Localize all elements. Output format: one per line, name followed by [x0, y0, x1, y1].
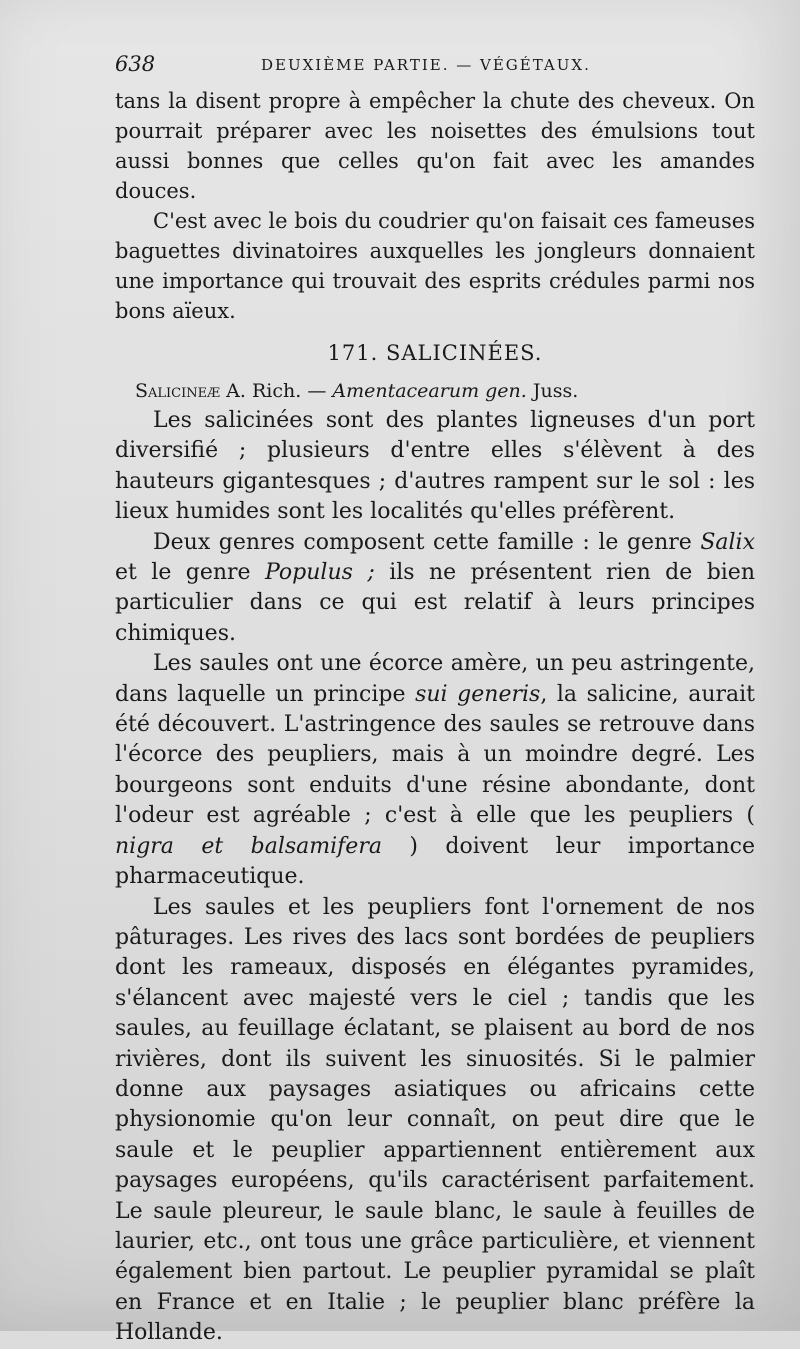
page-body — [115, 86, 755, 1349]
page-number: 638 — [115, 52, 156, 76]
genres-text-b: et le genre — [115, 560, 266, 586]
saules-text-b: , la salicine, aurait été découvert. L'astringence des saules se retrouve dans l'écorce des peupliers, mais à un moindre degré. Les bourgeons sont enduits d'une résine abondante, dont l'odeur est agréable ; c'est à elle que les peupliers ( — [115, 681, 756, 829]
running-title: DEUXIÈME PARTIE. — VÉGÉTAUX. — [261, 56, 591, 74]
saules-text-a: Les saules ont une écorce amère, un peu astringente, dans laquelle un principe — [115, 651, 755, 707]
sui-generis: sui generis — [415, 681, 541, 707]
nigra-balsamifera: nigra et balsamifera — [115, 833, 382, 859]
synonymy-author-juss: Juss. — [526, 380, 579, 402]
genres-text-a: Deux genres composent cette famille : le genre — [153, 529, 701, 555]
paragraph-genres — [115, 528, 755, 650]
genus-salix: Salix — [700, 529, 755, 555]
genus-populus: Populus ; — [265, 560, 375, 586]
section-body — [115, 406, 755, 1349]
saules-text-c: ) doivent leur importance pharmaceutique. — [115, 833, 756, 890]
synonymy-author: A. Rich. — — [220, 380, 333, 402]
paragraph-continued: tans la disent propre à empêcher la chute des cheveux. On pourrait préparer avec les noisettes des émulsions tout aussi bonnes que celles qu'on fait avec les amandes douces. — [115, 89, 755, 203]
section-title: 171. SALICINÉES. — [327, 341, 543, 365]
synonymy-group: Amentacearum gen. — [332, 380, 527, 402]
paragraph-saules — [115, 649, 755, 892]
synonymy-line — [115, 376, 755, 406]
genres-text-c: ils ne présentent rien de bien particulier dans ce qui est relatif à leurs principes chimiques. — [115, 560, 756, 646]
paragraph-paysages: Les saules et les peupliers font l'ornement de nos pâturages. Les rives des lacs sont bordées de peupliers dont les rameaux, disposés en élégantes pyramides, s'élancent avec majesté vers le ciel ; tandis que les saules, au feuillage éclatant, se plaisent au bord de nos rivières, dont ils suivent les sinuosités. Si le palmier donne aux paysages asiatiques ou africains cette physionomie qu'on leur connaît, on peut dire que le saule et le peuplier appartiennent entièrement aux paysages européens, qu'ils caractérisent parfaitement. Le saule pleureur, le saule blanc, le saule à feuilles de laurier, etc., ont tous une grâce particulière, et viennent également bien partout. Le peuplier pyramidal se plaît en France et en Italie ; le peuplier blanc préfère la Hollande. — [115, 894, 755, 1346]
paragraph-description: Les salicinées sont des plantes ligneuses d'un port diversifié ; plusieurs d'entre elles s'élèvent à des hauteurs gigantesques ; d'autres rampent sur le sol : les lieux humides sont les localités qu'elles préfèrent. — [115, 408, 755, 525]
synonymy-name: Salicineæ — [135, 380, 221, 402]
paragraph-coudrier: C'est avec le bois du coudrier qu'on faisait ces fameuses baguettes divinatoires auxquelles les jongleurs donnaient une importance qui trouvait des esprits crédules parmi nos bons aïeux. — [115, 209, 755, 323]
